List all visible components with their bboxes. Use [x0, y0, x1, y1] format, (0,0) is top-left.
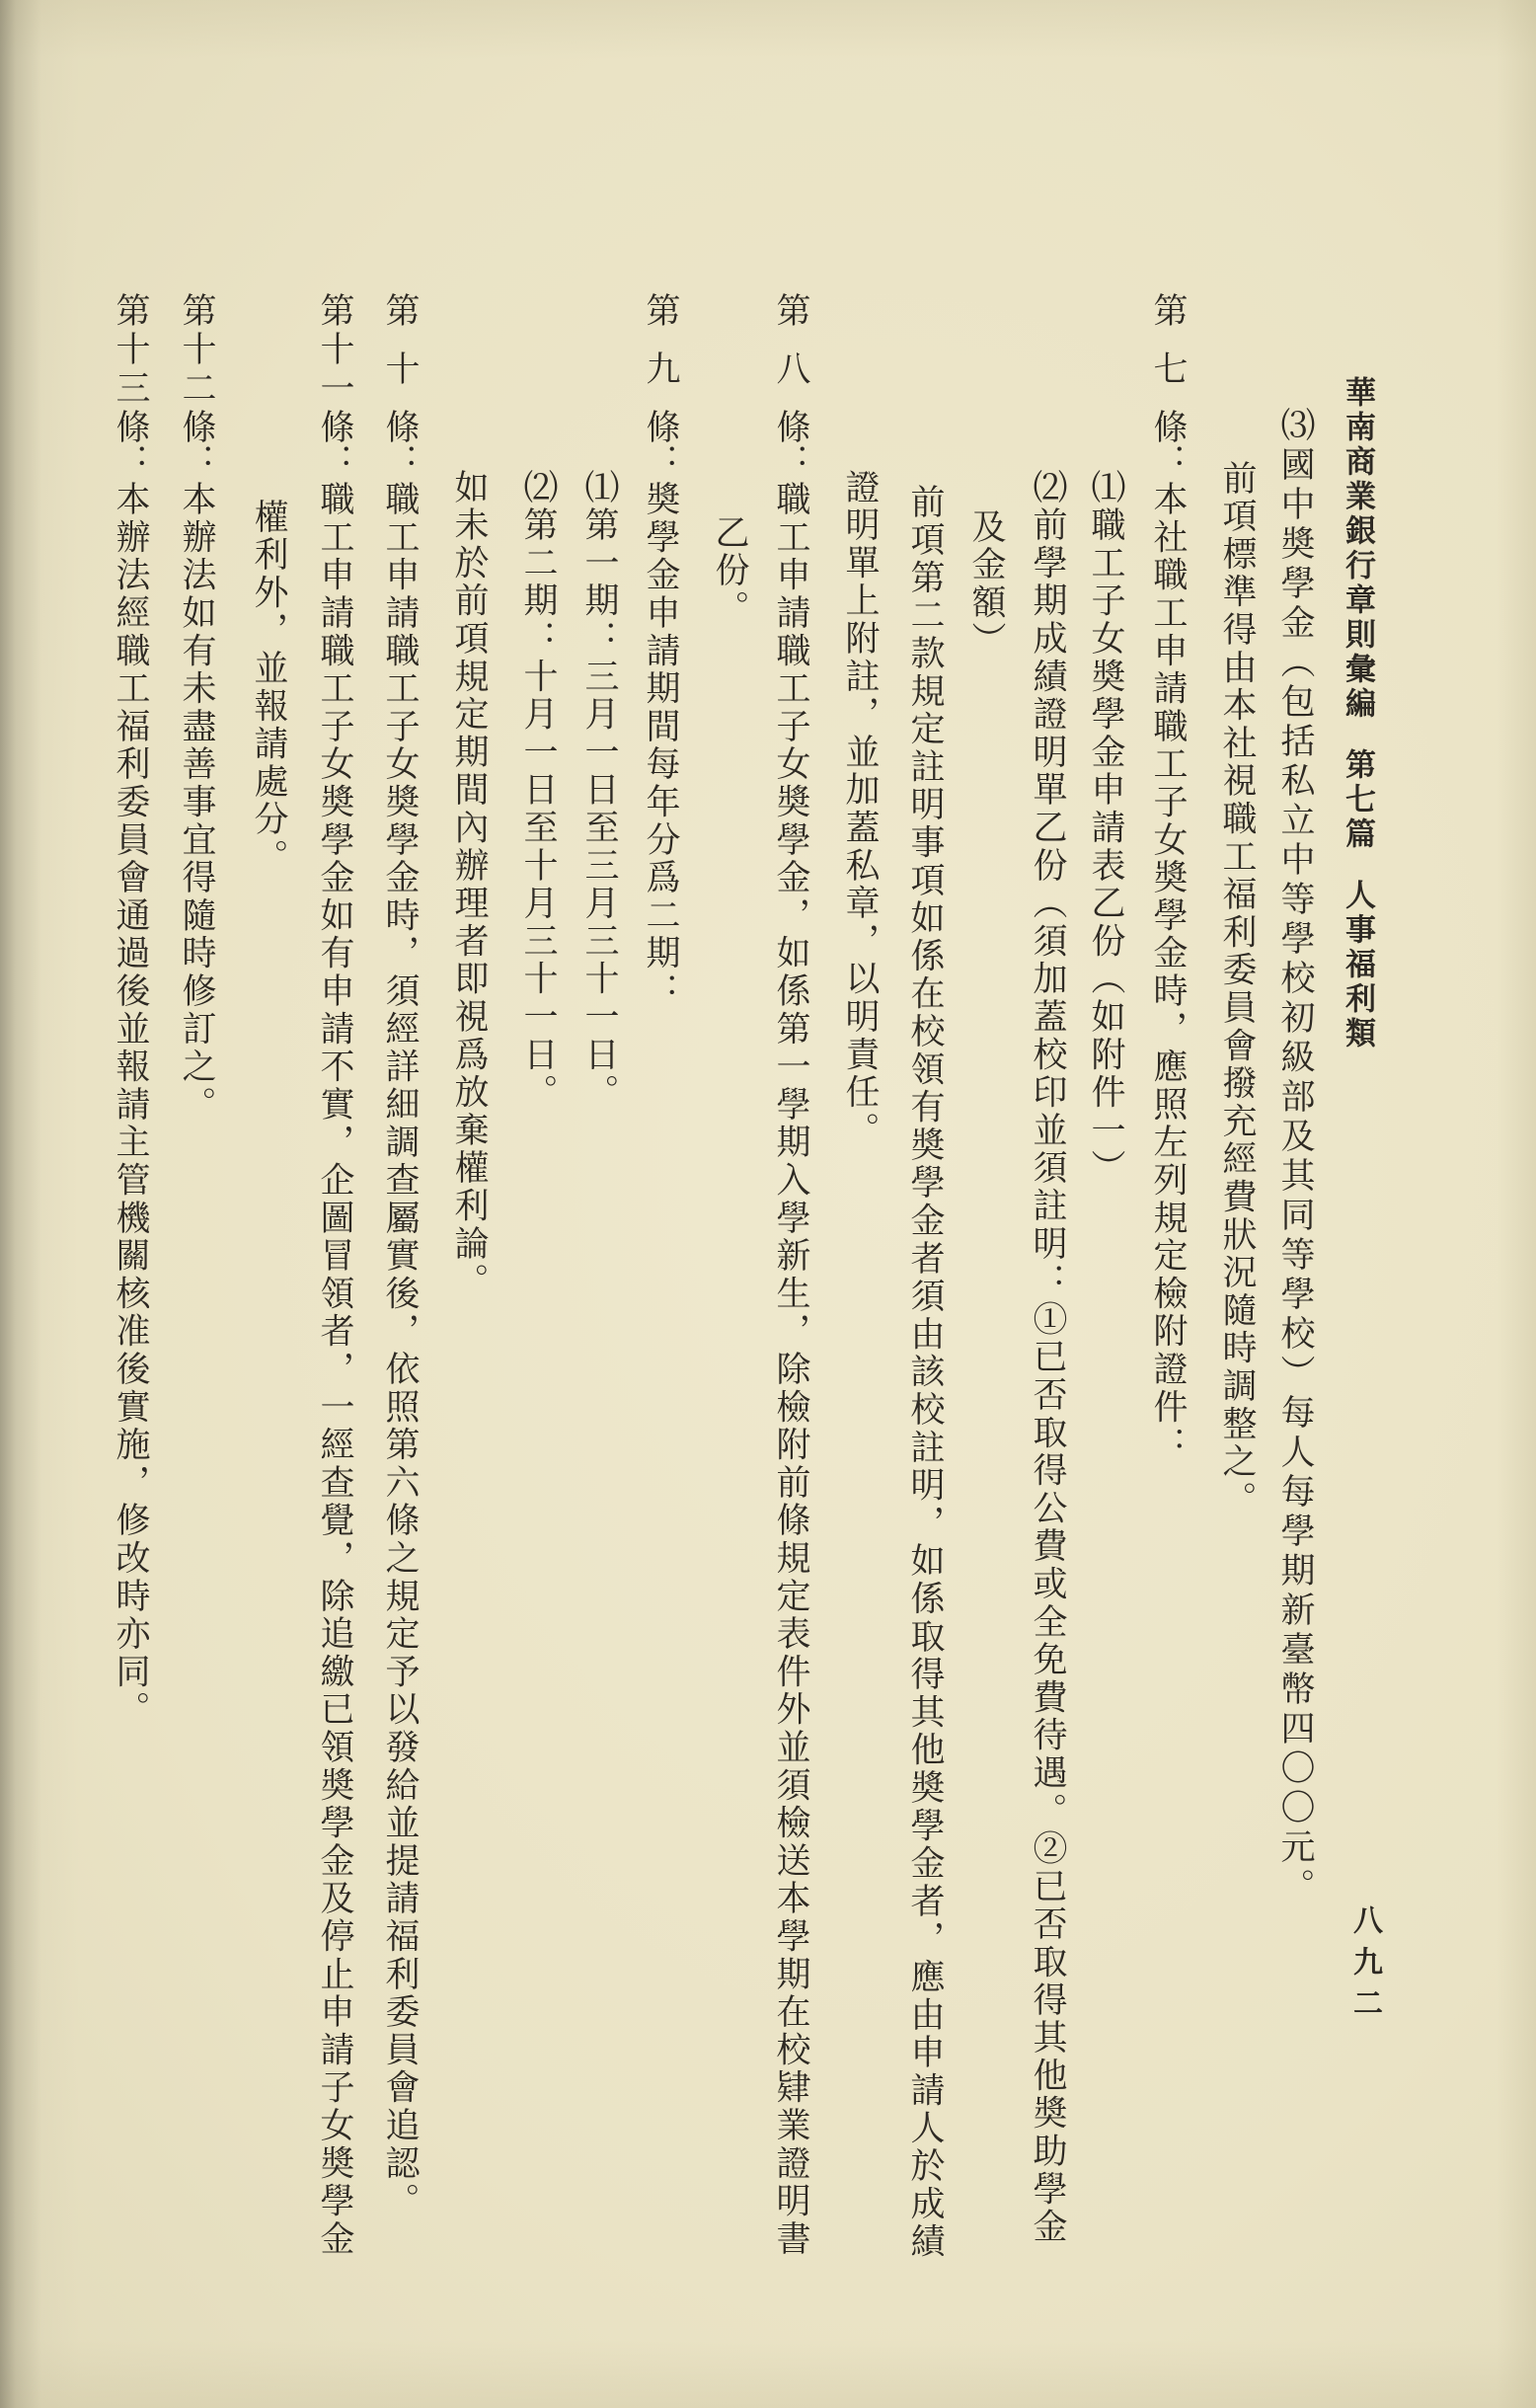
book-title: 華南商業銀行章則彙編: [1340, 376, 1375, 722]
article-label: 第十一條: [315, 292, 354, 443]
article-label: 第十三條: [111, 292, 150, 443]
article-text: ：職工申請職工子女奬學金如有申請不實，企圖冒領者，一經查覺，除追繳已領奬學金及停止申請子女奬學金: [315, 443, 354, 2259]
article-13-heading: [111, 292, 150, 1729]
article-8-text-continued: 乙份。: [710, 514, 749, 628]
article-7-note: 前項第二款規定註明事項如係在校領有奬學金者須由該校註明，如係取得其他奬學金者，應由申請人於成績: [905, 484, 945, 2262]
article-11-text-continued: 權利外，並報請處分。: [249, 499, 288, 877]
article-9-heading: [641, 292, 680, 1011]
part-title: 第七篇: [1340, 748, 1375, 852]
article-text: ：本社職工申請職工子女奬學金時，應照左列規定檢附證件：: [1148, 443, 1188, 1465]
article-7-note-continued: 證明單上附註，並加蓋私章，以明責任。: [840, 469, 880, 1150]
article-9-item-1: ⑴第一期：三月一日至三月三十一日。: [579, 469, 619, 1113]
article-text: ：奬學金申請期間每年分爲二期：: [641, 443, 680, 1011]
article-8-heading: [771, 292, 810, 2258]
article-7-heading: [1148, 292, 1188, 1464]
article-label: 第十條: [380, 292, 420, 443]
article-9-note: 如未於前項規定期間內辦理者即視爲放棄權利論。: [449, 469, 489, 1301]
category-title: 人事福利類: [1340, 879, 1375, 1051]
article-6-note: 前項標準得由本社視職工福利委員會撥充經費狀況隨時調整之。: [1217, 460, 1257, 1519]
running-header: [1338, 376, 1377, 1051]
article-7-item-2: ⑵前學期成績證明單乙份（須加蓋校印並須註明：①已否取得公費或全免費待遇。②已否取得其他奬助學金: [1028, 469, 1067, 2247]
article-text: ：職工申請職工子女奬學金時，須經詳細調查屬實後，依照第六條之規定予以發給並提請福利委員會追認。: [380, 443, 420, 2221]
article-label: 第八條: [771, 292, 810, 443]
article-label: 第十二條: [177, 292, 216, 443]
article-9-item-2: ⑵第二期：十月一日至十月三十一日。: [518, 469, 558, 1113]
article-7-item-1: ⑴職工子女奬學金申請表乙份（如附件一）: [1086, 469, 1125, 1188]
article-11-heading: [315, 292, 354, 2258]
page-number: 八九二: [1347, 1904, 1382, 2029]
article-text: ：職工申請職工子女奬學金，如係第一學期入學新生，除檢附前條規定表件外並須檢送本學期在校肄業證明書: [771, 443, 810, 2259]
article-6-item-3: ⑶國中奬學金（包括私立中等學校初級部及其同等學校）每人每學期新臺幣四〇〇元。: [1275, 407, 1315, 1907]
article-text: ：本辦法經職工福利委員會通過後並報請主管機關核准後實施，修改時亦同。: [111, 443, 150, 1730]
article-text: ：本辦法如有未盡善事宜得隨時修訂之。: [177, 443, 216, 1125]
article-7-item-2-continued: 及金額）: [966, 508, 1006, 660]
article-label: 第七條: [1148, 292, 1188, 443]
article-label: 第九條: [641, 292, 680, 443]
article-12-heading: [177, 292, 216, 1124]
article-10-heading: [380, 292, 420, 2220]
